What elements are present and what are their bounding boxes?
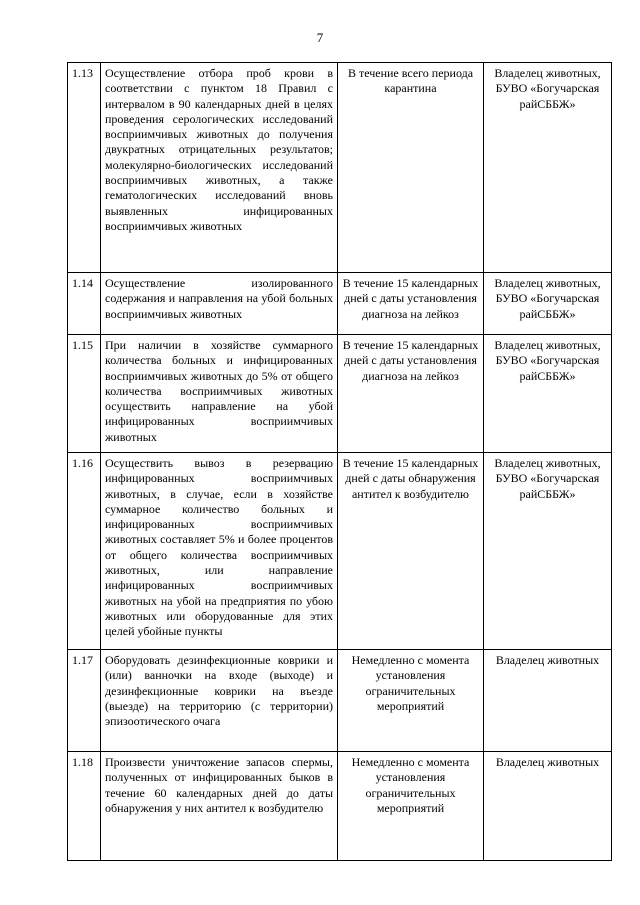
table-row <box>68 273 612 335</box>
deadline-text: Немедленно с момента установления ограничительных мероприятий <box>338 650 484 752</box>
responsible-text: Владелец животных, БУВО «Богучарская райСББЖ» <box>484 453 612 650</box>
deadline-text: В течение 15 календарных дней с даты установления диагноза на лейкоз <box>338 273 484 335</box>
deadline-text: Немедленно с момента установления ограничительных мероприятий <box>338 752 484 861</box>
measure-text: При наличии в хозяйстве суммарного количества больных и инфицированных восприимчивых животных до 5% от общего количества восприимчивых животных осуществить направление на убой инфицированных восприимчивых животных <box>101 335 338 453</box>
deadline-text: В течение 15 календарных дней с даты обнаружения антител к возбудителю <box>338 453 484 650</box>
row-number: 1.15 <box>68 335 101 453</box>
measure-text: Осуществление изолированного содержания и направления на убой больных восприимчивых животных <box>101 273 338 335</box>
deadline-text: В течение 15 календарных дней с даты установления диагноза на лейкоз <box>338 335 484 453</box>
measure-text: Оборудовать дезинфекционные коврики и (или) ванночки на входе (выходе) и дезинфекционные коврики на въезде (выезде) на территорию (с территории) эпизоотического очага <box>101 650 338 752</box>
deadline-text: В течение всего периода карантина <box>338 63 484 273</box>
row-number: 1.16 <box>68 453 101 650</box>
responsible-text: Владелец животных <box>484 752 612 861</box>
measures-table <box>67 62 612 861</box>
measure-text: Осуществление отбора проб крови в соответствии с пунктом 18 Правил с интервалом в 90 календарных дней в целях проведения серологических исследований восприимчивых животных до получения двукратных отрицательных результатов; молекулярно-биологических исследований восприимчивых животных, а также гематологических исследований вновь выявленных инфицированных восприимчивых животных <box>101 63 338 273</box>
responsible-text: Владелец животных <box>484 650 612 752</box>
responsible-text: Владелец животных, БУВО «Богучарская райСББЖ» <box>484 335 612 453</box>
responsible-text: Владелец животных, БУВО «Богучарская райСББЖ» <box>484 63 612 273</box>
responsible-text: Владелец животных, БУВО «Богучарская райСББЖ» <box>484 273 612 335</box>
row-number: 1.18 <box>68 752 101 861</box>
row-number: 1.17 <box>68 650 101 752</box>
measure-text: Произвести уничтожение запасов спермы, полученных от инфицированных быков в течение 60 календарных дней до даты обнаружения у них антител к возбудителю <box>101 752 338 861</box>
measure-text: Осуществить вывоз в резервацию инфицированных восприимчивых животных, в случае, если в хозяйстве суммарное количество больных и инфицированных восприимчивых животных составляет 5% и более процентов от общего количества восприимчивых животных, или направление инфицированных восприимчивых животных на убой на предприятия по убою животных или оборудованные для этих целей убойные пункты <box>101 453 338 650</box>
row-number: 1.13 <box>68 63 101 273</box>
table-row <box>68 453 612 650</box>
table-row <box>68 335 612 453</box>
page-number: 7 <box>316 30 324 45</box>
table-row <box>68 650 612 752</box>
table-row <box>68 752 612 861</box>
table-row <box>68 63 612 273</box>
row-number: 1.14 <box>68 273 101 335</box>
